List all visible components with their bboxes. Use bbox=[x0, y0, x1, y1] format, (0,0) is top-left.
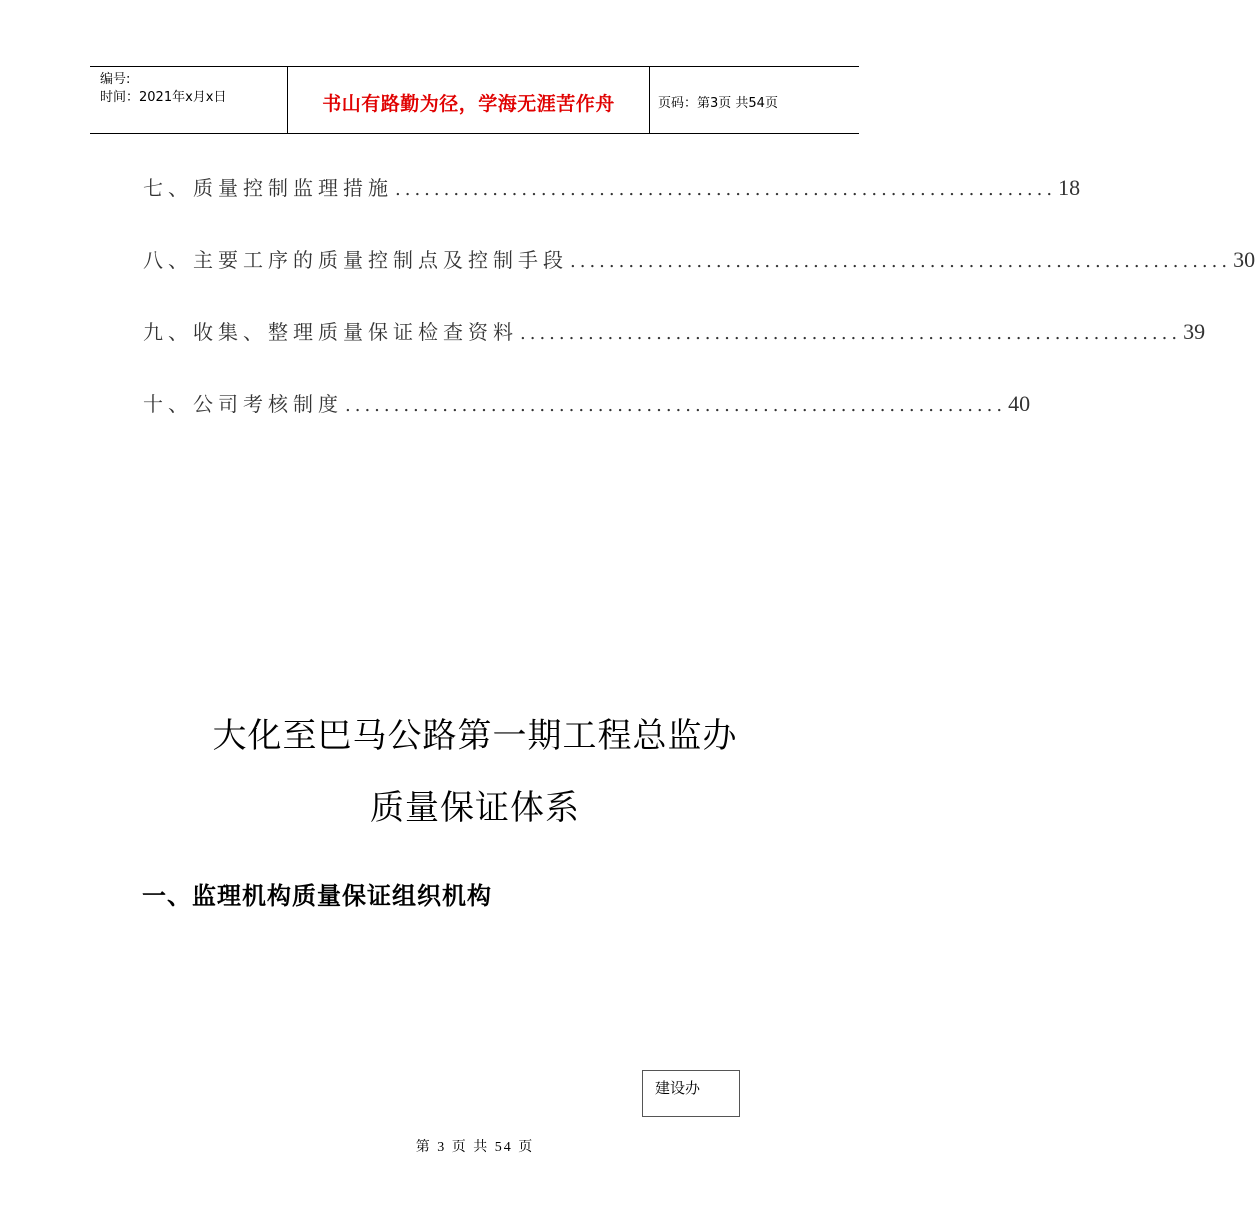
serial-label: 编号: bbox=[100, 72, 131, 87]
toc-entry-page: 30 bbox=[1233, 247, 1255, 272]
document-subtitle: 质量保证体系 bbox=[370, 788, 580, 828]
toc-leader-dots: .................................................................... bbox=[395, 179, 1057, 200]
toc-leader-dots: .................................................................... bbox=[570, 251, 1232, 272]
section-heading: 一、监理机构质量保证组织机构 bbox=[142, 882, 492, 910]
toc-entry-label: 九、收集、整理质量保证检查资料 bbox=[143, 320, 518, 344]
toc-entry-label: 七、质量控制监理措施 bbox=[143, 176, 393, 200]
toc-leader-dots: .................................................................... bbox=[345, 395, 1007, 416]
toc-entry[interactable] bbox=[143, 172, 1081, 244]
header-motto: 书山有路勤为径，学海无涯苦作舟 bbox=[322, 92, 615, 115]
toc-entry-label: 十、公司考核制度 bbox=[143, 392, 343, 416]
time-label: 时间：2021年x月x日 bbox=[100, 90, 227, 105]
toc-entry-page: 39 bbox=[1183, 319, 1206, 344]
toc-entry-label: 八、主要工序的质量控制点及控制手段 bbox=[143, 248, 568, 272]
document-title: 大化至巴马公路第一期工程总监办 bbox=[212, 716, 738, 756]
page-header bbox=[90, 66, 859, 134]
table-of-contents bbox=[143, 172, 1255, 460]
toc-entry-page: 40 bbox=[1008, 391, 1031, 416]
toc-entry[interactable] bbox=[143, 388, 1031, 460]
page-footer: 第 3 页 共 54 页 bbox=[415, 1140, 535, 1155]
header-page-info: 页码：第3页 共54页 bbox=[658, 95, 778, 111]
header-meta bbox=[90, 67, 287, 133]
toc-entry-page: 18 bbox=[1058, 175, 1081, 200]
org-chart-node: 建设办 bbox=[642, 1070, 740, 1117]
toc-entry[interactable] bbox=[143, 244, 1255, 316]
toc-leader-dots: .................................................................... bbox=[520, 323, 1182, 344]
header-motto-cell bbox=[287, 67, 650, 133]
toc-entry[interactable] bbox=[143, 316, 1206, 388]
